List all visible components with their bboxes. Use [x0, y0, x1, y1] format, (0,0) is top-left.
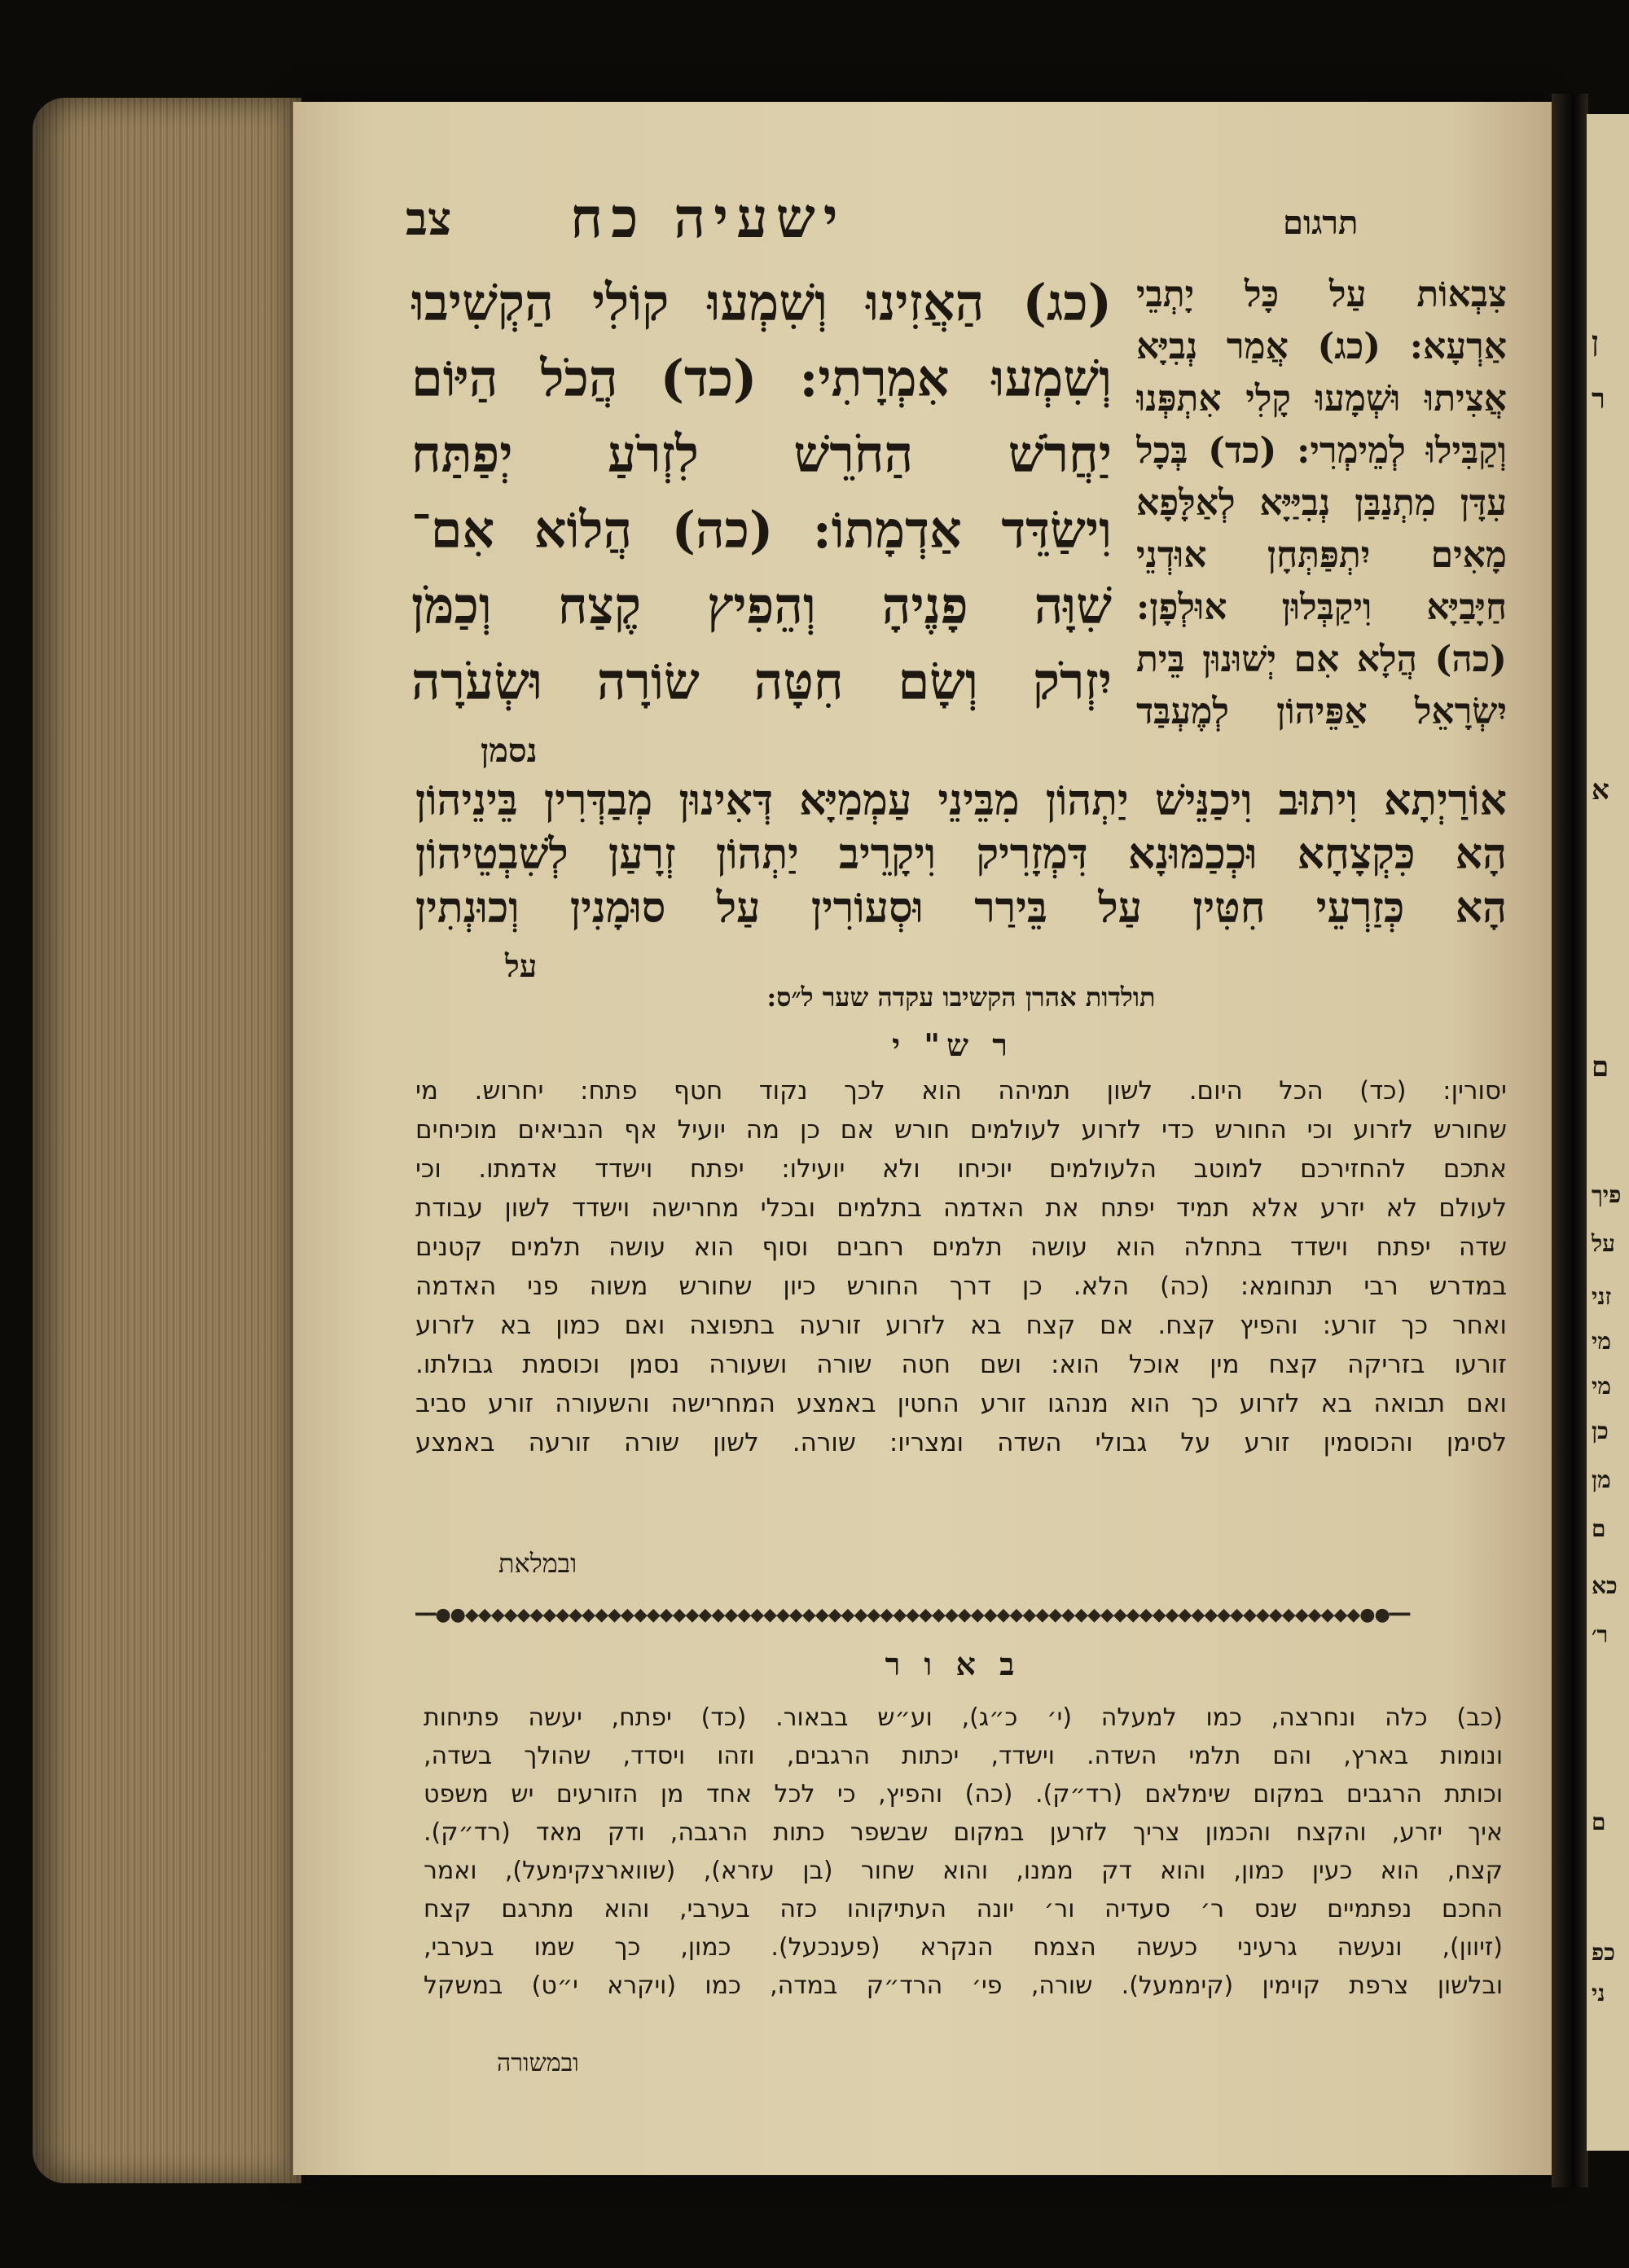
targum-catchword: על — [505, 947, 538, 984]
targum-line: אַרְעָא: (כג) אֲמַר נְבִיָּא — [1136, 326, 1507, 367]
biblical-line: (כג) הַאֲזִינוּ וְשִׁמְעוּ קוֹלִי הַקְשִׁיבוּ — [411, 273, 1112, 332]
beur-catchword: ובמשורה — [497, 2049, 579, 2077]
targum-wide-line: אוֹרַיְתָא וִיתוּב וִיכַנֵּישׁ יַתְהוֹן מִבֵּינֵי עַמְמַיָּא דְּאִינוּן מְבַדְּרִין בֵּינֵיהוֹן — [415, 776, 1507, 825]
beur-line: (כב) כלה ונחרצה, כמו למעלה (י׳ כ״ג), וע״ש בבאור. (כד) יפתח, יעשה פתיחות — [424, 1703, 1503, 1732]
targum-line: עִדָּן מִתְנַבַּן נְבִיַּיָּא לְאַלָּפָא — [1136, 482, 1507, 524]
targum-wide-text — [415, 774, 1507, 937]
targum-line: (כה) הֲלָא אִם יְשׁוּנוּן בֵּית — [1136, 639, 1507, 680]
facing-page-fragment: ם — [1592, 1051, 1609, 1083]
facing-page-fragment: כא — [1592, 1572, 1618, 1599]
biblical-line: שִׁוָּה פָנֶיהָ וְהֵפִיץ קֶצַח וְכַמֹּן — [411, 576, 1112, 635]
biblical-line: וִישַׂדֵּד אַדְמָתוֹ: (כה) הֲלוֹא אִם־ — [411, 500, 1112, 560]
toldot-reference: תולדות אהרן הקשיבו עקדה שער ל״ס: — [766, 982, 1156, 1013]
facing-page-fragment: א — [1592, 774, 1609, 807]
facing-page-fragment: מי — [1592, 1373, 1611, 1400]
targum-column — [1136, 269, 1507, 758]
beur-line: ובלשון צרפת קוימין (קיממעל). שורה, פי׳ הרד״ק במדה, כמו (ויקרא י״ט) במשקל — [424, 1971, 1503, 2000]
targum-line: אֲצִיתוּ וּשְׁמָעוּ קָלִי אִתְפְּנוּ — [1136, 378, 1507, 420]
rashi-commentary — [415, 1071, 1507, 1470]
facing-page-fragment: מן — [1592, 1466, 1611, 1493]
biblical-text — [411, 265, 1112, 729]
targum-line: מָאִים יִתְפַּתְּחָן אוּדְנֵי — [1136, 534, 1507, 576]
beur-line: קצח, הוא כעין כמון, והוא דק ממנו, והוא שחור (בן עזרא), (שווארצקימעל), ואמר — [424, 1857, 1503, 1885]
rashi-line: לעולם לא יזרע אלא תמיד יפתח את האדמה בתלמים ובכלי מחרישה וישדד לשון עבודת — [415, 1193, 1507, 1223]
biblical-catchword: נסמן — [481, 732, 538, 770]
rashi-catchword: ובמלאת — [498, 1548, 577, 1579]
rashi-line: ואם תבואה בא לזרוע כך הוא מנהגו זורע החטין באמצע המחרישה והשעורה זורע סביב — [415, 1389, 1507, 1418]
ornamental-divider: ━━●●◆◆◆◆◆◆◆◆◆◆◆◆◆◆◆◆◆◆◆◆◆◆◆◆◆◆◆◆◆◆◆◆◆◆◆◆◆◆◆◆◆◆◆◆◆◆◆◆◆◆◆◆◆◆◆◆◆◆◆◆◆◆◆◆◆◆◆◆◆●●━━ — [415, 1605, 1410, 1624]
targum-wide-line: הָא כְּזַרְעֵי חִטִּין עַל בֵּירַר וּסְעוֹרִין עַל סוּמָנִין וְכוּנְתִין — [415, 883, 1507, 933]
beur-commentary — [424, 1699, 1503, 2016]
rashi-line: אתכם להחזירכם למוטב הלעולמים יוכיחו ולא יועילו: יפתח וישדד אדמתו. וכי — [415, 1154, 1507, 1184]
rashi-line: שדה יפתח וישדד בתחלה הוא עושה תלמים רחבים וסוף הוא עושה תלמים קטנים — [415, 1233, 1507, 1262]
facing-page-fragment: פיך — [1592, 1181, 1622, 1208]
targum-line: חַיָּבַיָּא וִיקַבְּלוּן אוּלְפָן: — [1136, 587, 1507, 628]
rashi-line: יסורין: (כד) הכל היום. לשון תמיהה הוא לכך נקוד חטף פתח: יחרוש. מי — [415, 1076, 1507, 1105]
book-gutter — [1552, 94, 1588, 2187]
facing-page-fragment: כפ — [1592, 1939, 1615, 1966]
facing-page-fragment: ר׳ — [1592, 1621, 1609, 1648]
targum-line: וְקַבִּילוּ לְמֵימְרִי: (כד) בְּכָל — [1136, 430, 1507, 472]
facing-page-fragment: מי — [1592, 1328, 1611, 1355]
page-number: צב — [406, 192, 452, 246]
beur-line: ונומות בארץ, והם תלמי השדה. וישדד, יכתות הרגבים, וזהו ויסדד, שהולך בשדה, — [424, 1742, 1503, 1770]
book-chapter-title: ישעיה כח — [570, 186, 846, 251]
facing-page-fragment: על — [1592, 1230, 1615, 1257]
beur-line: איך יזרע, והקצח והכמון צריך לזרען במקום שבשפר כתות הרגבה, ודק מאד (רד״ק). — [424, 1818, 1503, 1847]
facing-page-edge — [1587, 114, 1629, 2151]
book-fore-edge — [33, 98, 301, 2183]
targum-label: תרגום — [1283, 204, 1359, 242]
beur-title: ב א ו ר — [885, 1646, 1021, 1682]
biblical-line: וְשִׁמְעוּ אִמְרָתִי: (כד) הֲכֹל הַיּוֹם — [411, 349, 1112, 408]
beur-line: (זיוון), ונעשה גרעיני כעשה הצמח הנקרא (פענכעל). כמון, כך שמו בערבי, — [424, 1933, 1503, 1962]
biblical-line: יִזְרֹק וְשָׂם חִטָּה שׂוֹרָה וּשְׂעֹרָה — [411, 652, 1112, 711]
facing-page-fragment: ם — [1592, 1515, 1606, 1542]
biblical-line: יַחֲרֹשׁ הַחֹרֵשׁ לִזְרֹעַ יְפַתַּח — [411, 424, 1112, 484]
rashi-line: שחורש לזרוע וכי החורש כדי לזרוע לעולמים חורש אם כן מה יועיל אף הנביאים מוכיחים — [415, 1115, 1507, 1145]
targum-line: צִבְאוֹת עַל כָּל יָתְבֵי — [1136, 274, 1507, 315]
rashi-line: במדרש רבי תנחומא: (כה) הלא. כן דרך החורש כיון שחורש משוה פני האדמה — [415, 1272, 1507, 1301]
targum-line: יִשְׂרָאֵל אַפֵּיהוֹן לְמֶעְבַּד — [1136, 691, 1507, 732]
beur-line: החכם נפתמיים שנס ר׳ סעדיה ור׳ יונה העתיקוהו כזה בערבי, והוא מתרגם קצח — [424, 1895, 1503, 1923]
facing-page-fragment: ן — [1592, 326, 1599, 358]
facing-page-fragment: כן — [1592, 1418, 1609, 1444]
facing-page-fragment: ר — [1592, 383, 1605, 415]
facing-page-fragment: ני — [1592, 1980, 1605, 2006]
beur-line: וכותת הרגבים במקום שימלאם (רד״ק). (כה) והפיץ, כי לכל אחד מן הזורעים יש משפט — [424, 1780, 1503, 1809]
facing-page-fragment: זני — [1592, 1283, 1612, 1310]
facing-page-fragment: ם — [1592, 1809, 1606, 1835]
rashi-line: זורעו בזריקה קצח מין אוכל הוא: ושם חטה שורה ושעורה נסמן וכוסמת גבולתו. — [415, 1350, 1507, 1379]
targum-wide-line: הָא כִּקְצָחָא וּכְכַמּוּנָא דִּמְזָרִיק וִיקָרֵיב יַתְהוֹן זְרָעַן לְשִׁבְטֵיהוֹן — [415, 829, 1507, 879]
rashi-title: ר ש" י — [892, 1026, 1014, 1063]
rashi-line: לסימן והכוסמין זורע על גבולי השדה ומצריו: שורה. לשון שורה זורעה באמצע — [415, 1428, 1507, 1457]
rashi-line: ואחר כך זורע: והפיץ קצח. אם קצח בא לזרוע זורעה בתפוצה ואם כמון בא לזרוע — [415, 1311, 1507, 1340]
